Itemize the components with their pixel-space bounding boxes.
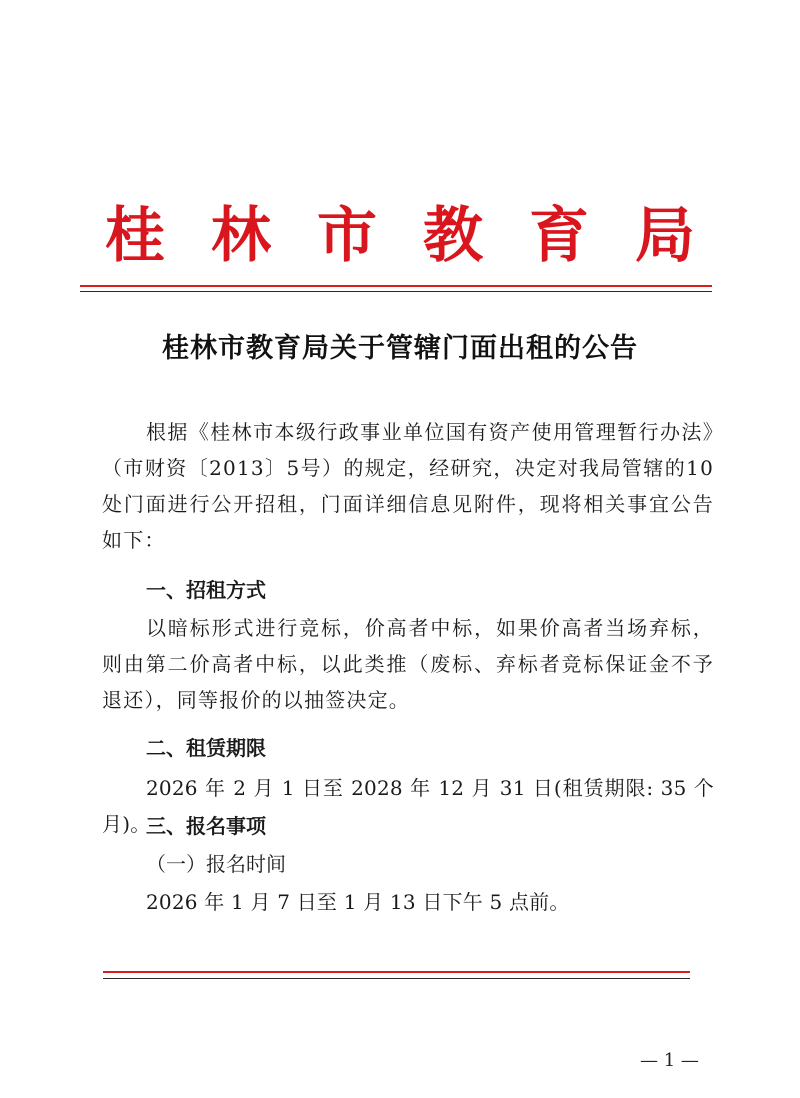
section-heading-1: 一、招租方式: [146, 578, 266, 602]
intro-paragraph: 根据《桂林市本级行政事业单位国有资产使用管理暂行办法》（市财资〔2013〕5号）的规定，经研究，决定对我局管辖的10处门面进行公开招租，门面详细信息见附件，现将相关事宜公告如下：: [102, 420, 714, 552]
letterhead-title: [95, 196, 705, 276]
letterhead-char: 育: [529, 201, 589, 271]
footer-rule-red: [103, 971, 690, 973]
letterhead-char: 林: [211, 201, 271, 271]
letterhead-char: 教: [423, 201, 483, 271]
letterhead-rule-dark: [80, 291, 712, 292]
subsection-heading: （一）报名时间: [146, 852, 286, 876]
page-number: — 1 —: [640, 1050, 699, 1071]
letterhead-char: 局: [635, 201, 695, 271]
section-heading-3: 三、报名事项: [146, 814, 266, 838]
section-text-2: 2026 年 2 月 1 日至 2028 年 12 月 31 日(租赁期限: 35 个月)。: [102, 776, 714, 836]
letterhead-char: 桂: [105, 201, 165, 271]
footer-rule-dark: [103, 978, 690, 979]
document-title: 桂林市教育局关于管辖门面出租的公告: [162, 333, 638, 364]
letterhead-char: 市: [317, 201, 377, 271]
letterhead-rule-red: [80, 285, 712, 287]
subsection-text: 2026 年 1 月 7 日至 1 月 13 日下午 5 点前。: [146, 890, 570, 914]
section-heading-2: 二、租赁期限: [146, 736, 266, 760]
section-text-1: 以暗标形式进行竞标，价高者中标，如果价高者当场弃标，则由第二价高者中标，以此类推（废标、弃标者竞标保证金不予退还），同等报价的以抽签决定。: [102, 616, 714, 712]
